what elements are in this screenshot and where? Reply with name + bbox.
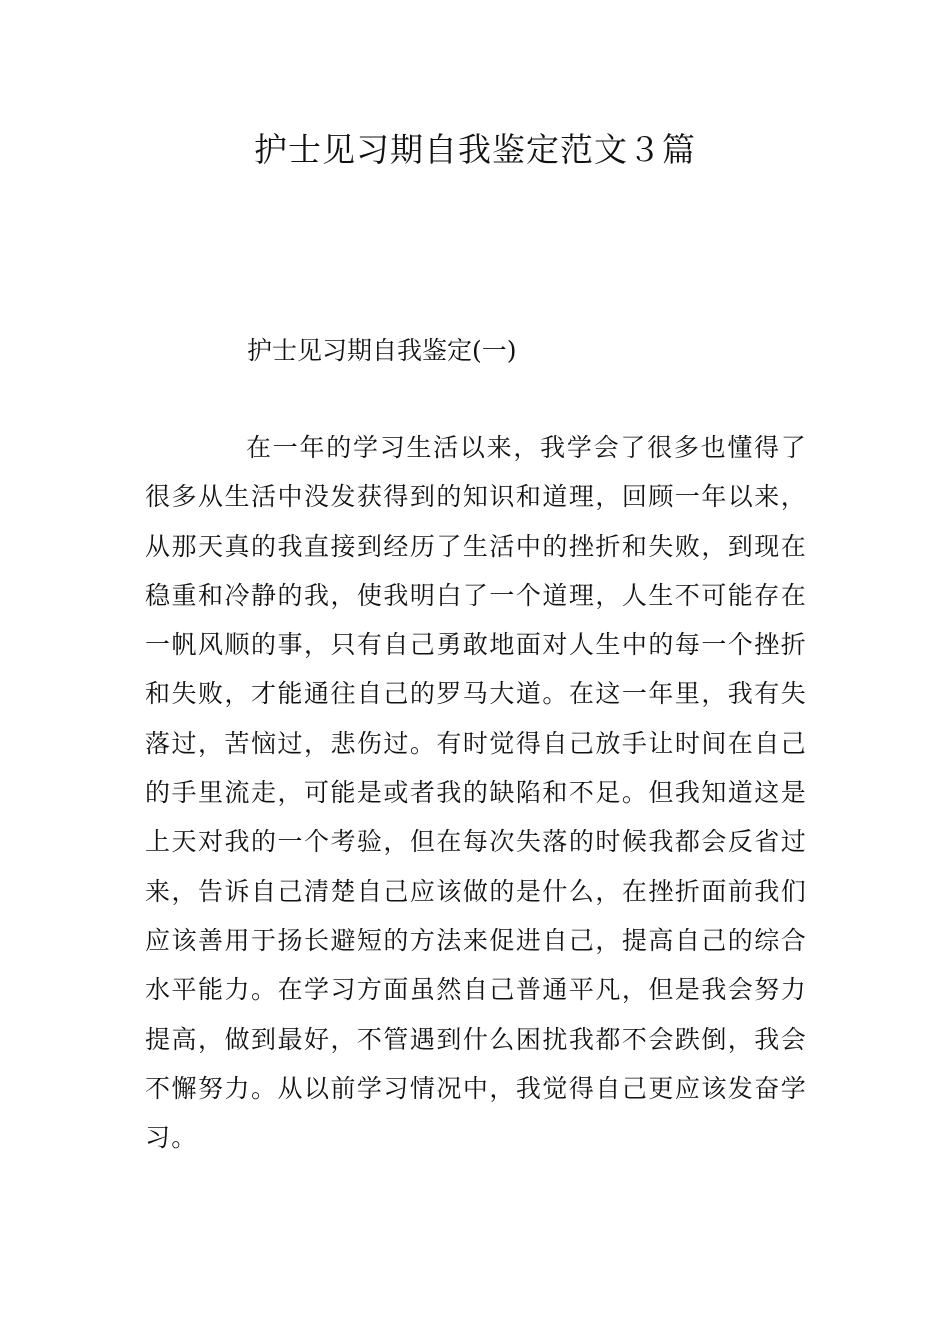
document-title: 护士见习期自我鉴定范文３篇	[254, 130, 696, 169]
section-heading: 护士见习期自我鉴定(一)	[247, 336, 517, 365]
body-paragraph: 在一年的学习生活以来，我学会了很多也懂得了很多从生活中没发获得到的知识和道理，回顾一年以来，从那天真的我直接到经历了生活中的挫折和失败，到现在稳重和冷静的我，使我明白了一个道理，人生不可能存在一帆风顺的事，只有自己勇敢地面对人生中的每一个挫折和失败，才能通往自己的罗马大道。在这一年里，我有失落过，苦恼过，悲伤过。有时觉得自己放手让时间在自己的手里流走，可能是或者我的缺陷和不足。但我知道这是上天对我的一个考验，但在每次失落的时候我都会反省过来，告诉自己清楚自己应该做的是什么，在挫折面前我们应该善用于扬长避短的方法来促进自己，提高自己的综合水平能力。在学习方面虽然自己普通平凡，但是我会努力提高，做到最好，不管遇到什么困扰我都不会跌倒，我会不懈努力。从以前学习情况中，我觉得自己更应该发奋学习。	[145, 433, 807, 1153]
